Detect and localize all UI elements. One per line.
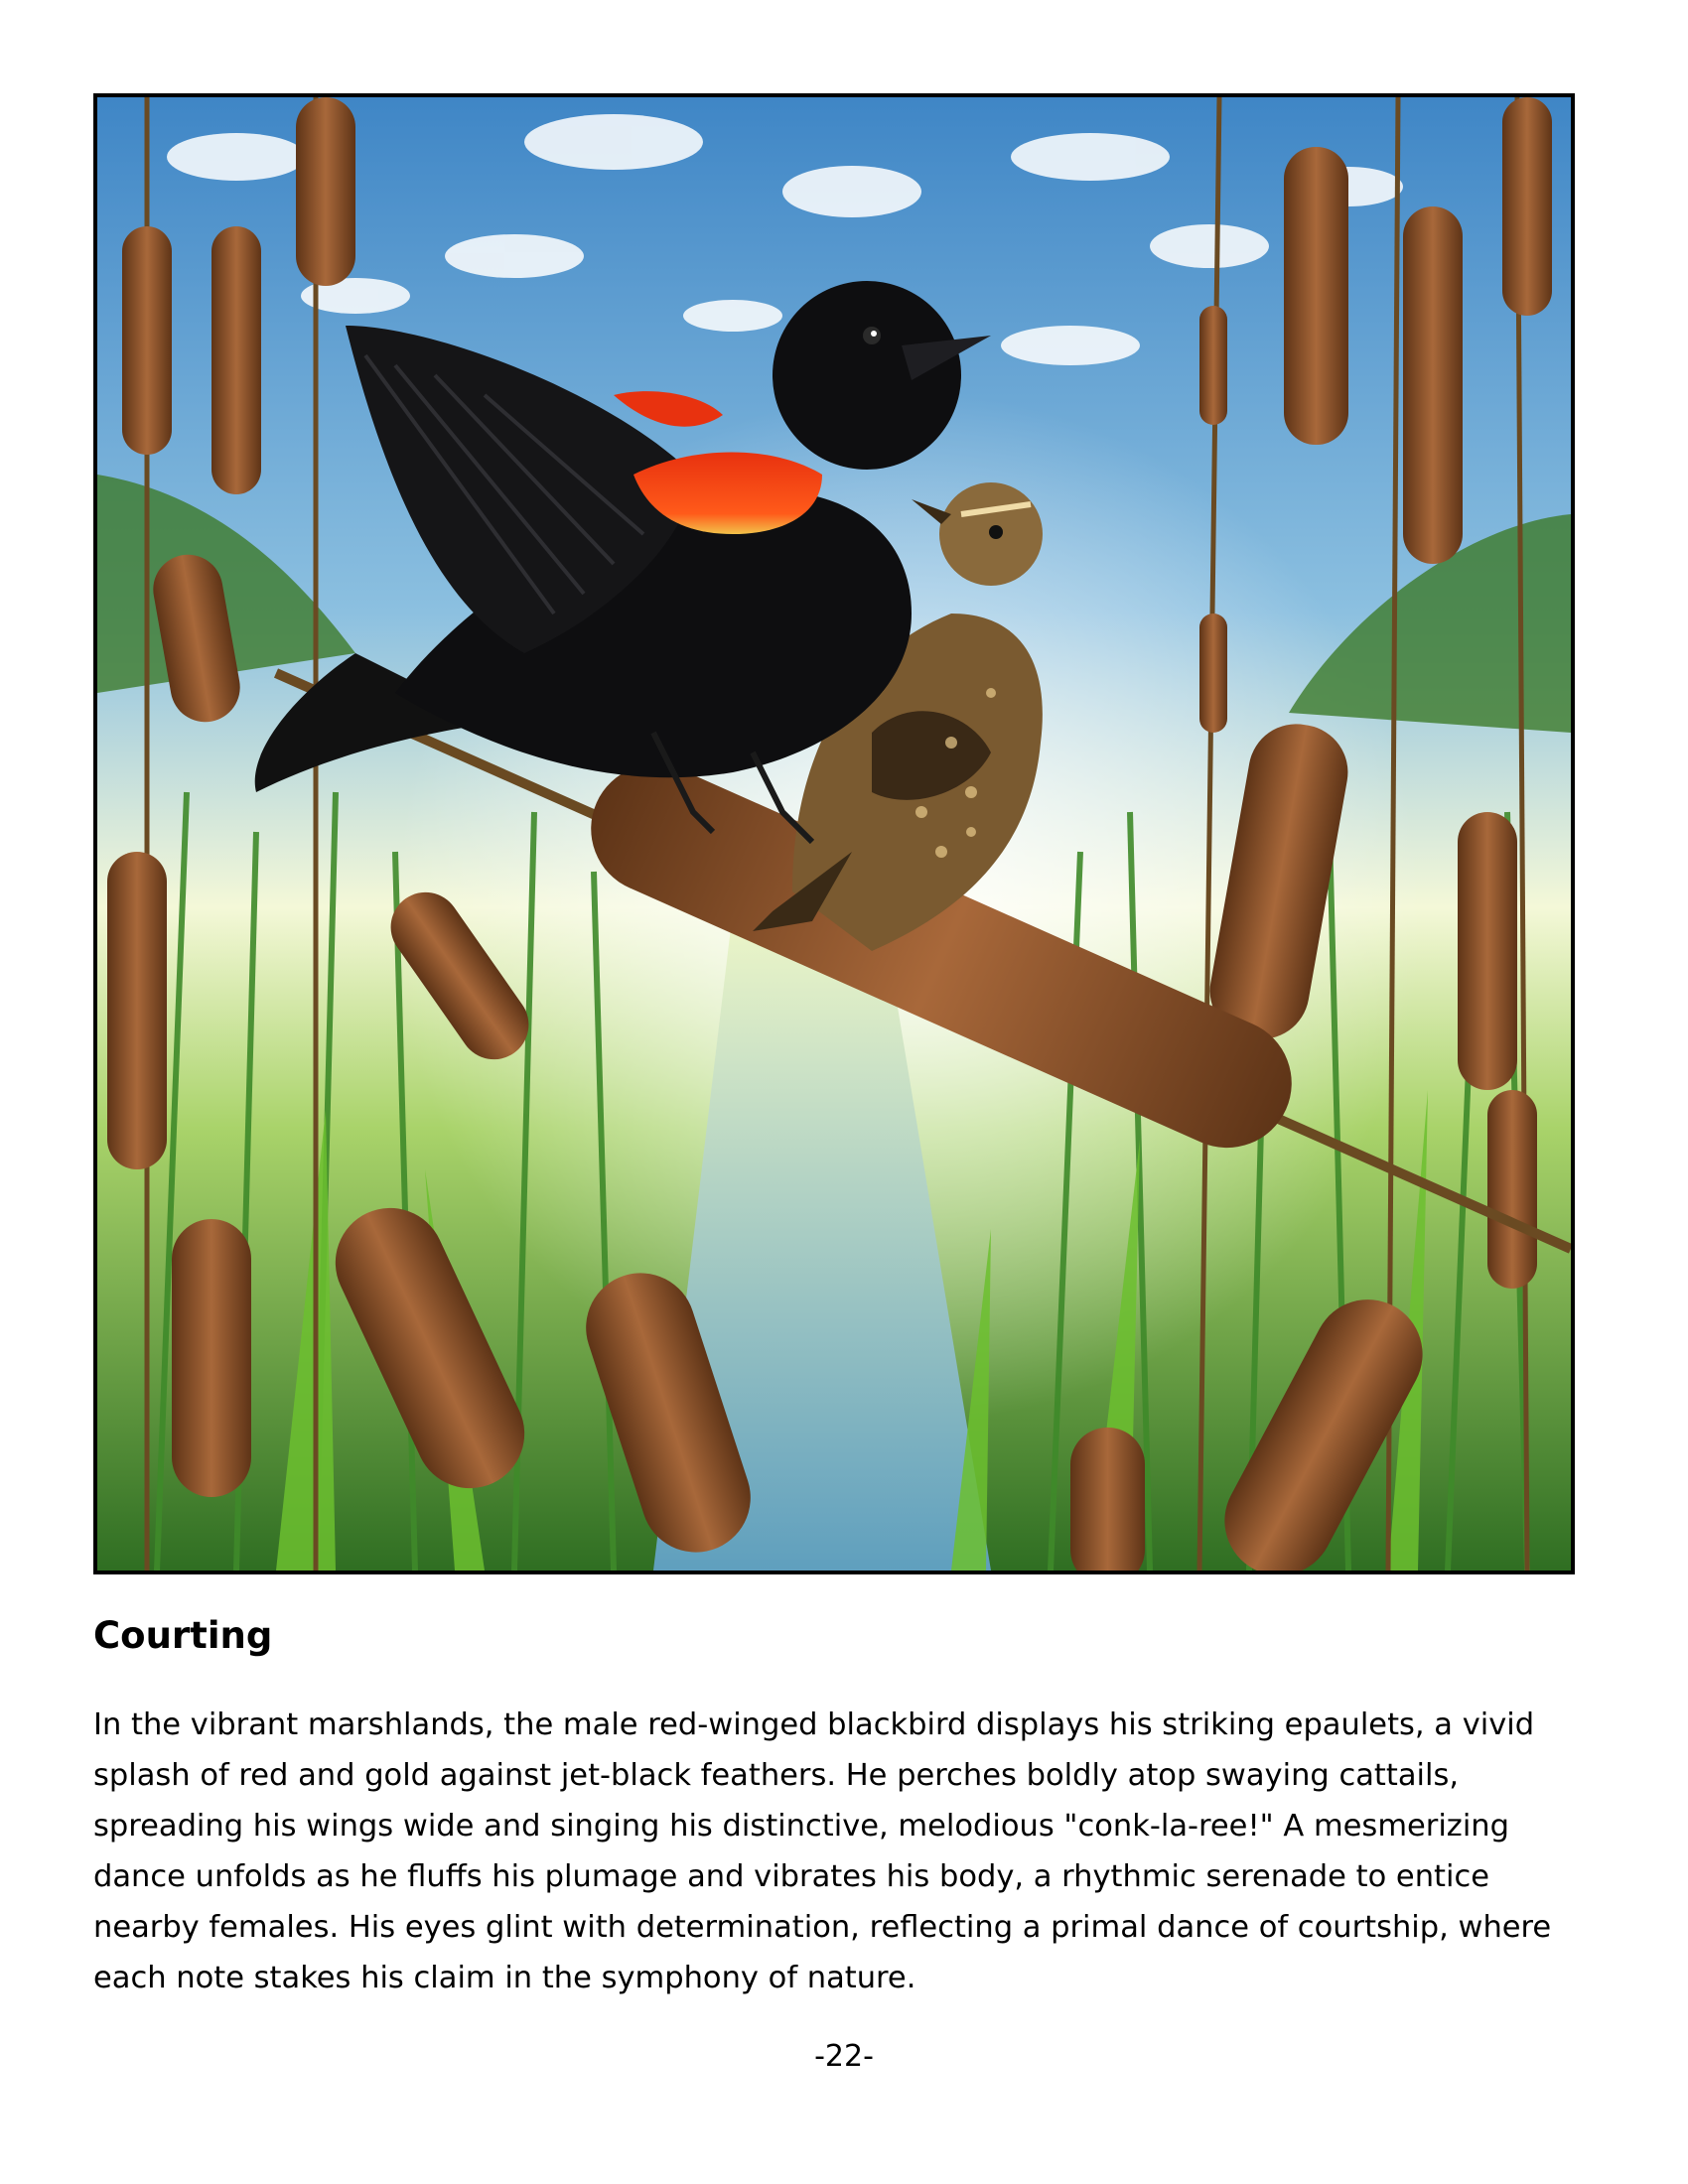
section-heading: Courting	[93, 1614, 273, 1657]
marsh-scene-picture	[97, 97, 1571, 1570]
page-number: -22-	[814, 2039, 874, 2074]
illustration	[93, 93, 1575, 1574]
section-paragraph: In the vibrant marshlands, the male red-winged blackbird displays his striking epaulets, a vivid splash of red and gold against jet-black feathers. He perches boldly atop swaying cattails, spreading his wings wide and singing his distinctive, melodious "conk-la-ree!" A mesmerizing dance unfolds as he fluffs his plumage and vibrates his body, a rhythmic serenade to entice nearby females. His eyes glint with determination, reflecting a primal dance of courtship, where each note stakes his claim in the symphony of nature.	[93, 1707, 1552, 1995]
